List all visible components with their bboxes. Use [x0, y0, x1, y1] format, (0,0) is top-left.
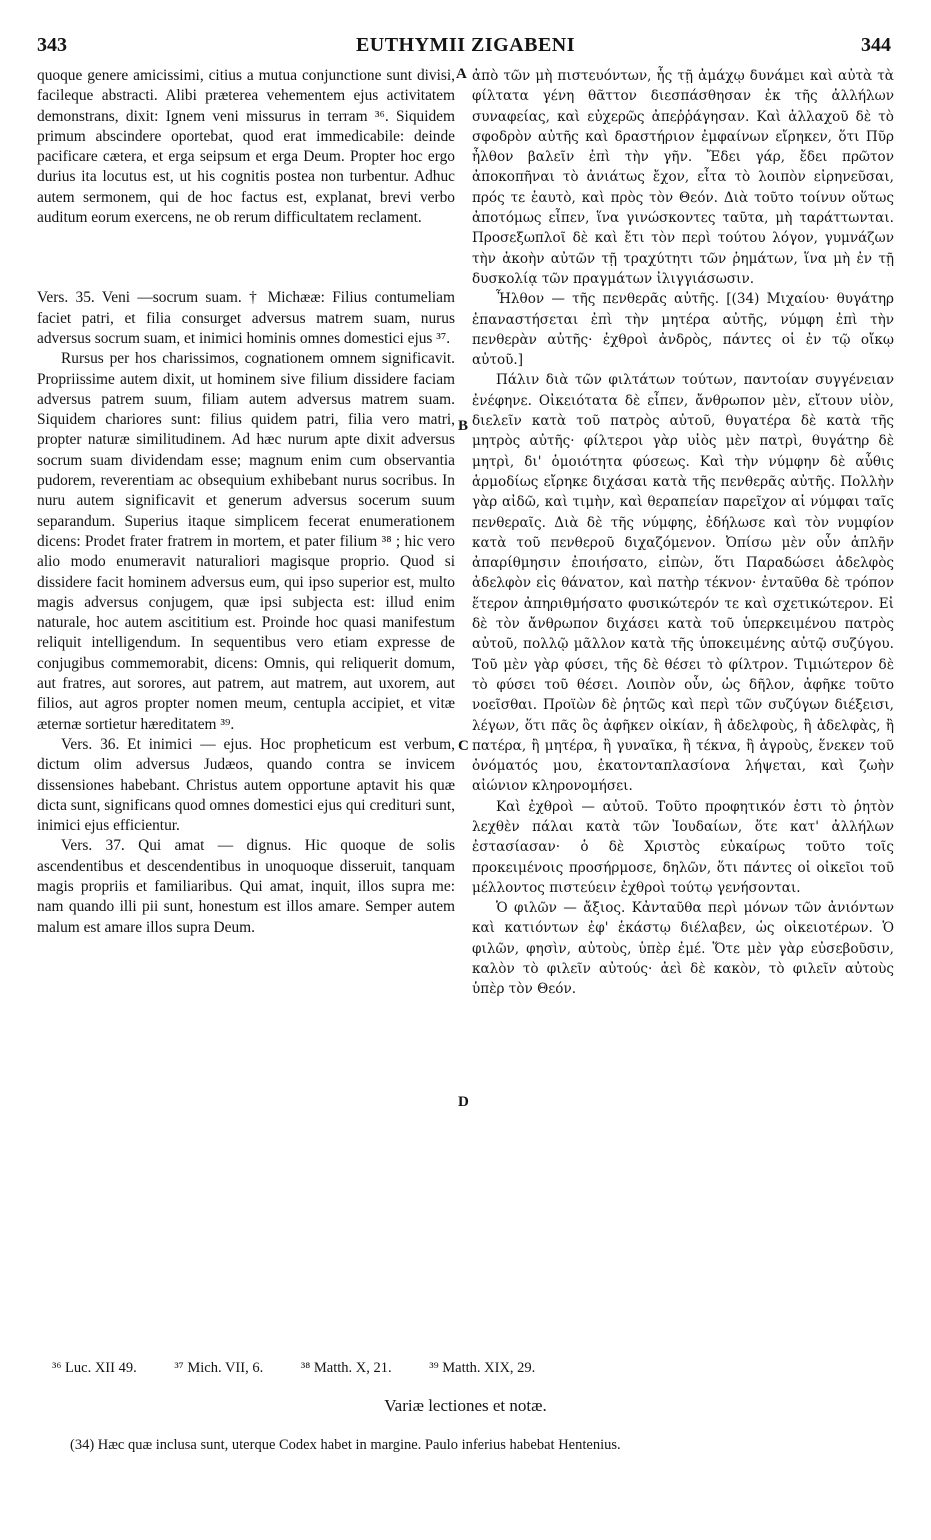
greek-column: [472, 66, 894, 1000]
greek-paragraph-4: Καὶ ἐχθροὶ — αὐτοῦ. Τοῦτο προφητικόν ἐστι τὸ ῥητὸν λεχθὲν πάλαι κατὰ τῶν Ἰουδαίων, ὅτε κατ' ἀλλήλων ἐστασίασαν· ὁ δὲ Χριστὸς εὐκαίρως τοῦτο τοῖς προκειμένοις προσήρμοσε, δηλῶν, ὅτι πάντες οἱ οἰκεῖοι τοῦ μέλλοντος πιστεύειν ἐχθροὶ τούτῳ γενήσονται.: [472, 798, 894, 896]
footnote-38: ³⁸ Matth. X, 21.: [300, 1360, 392, 1376]
latin-paragraph-vers37: Vers. 37. Qui amat — dignus. Hic quoque de solis ascendentibus et descendentibus in unoquoque disseruit, tanquam magis propriis et familiaribus. Qui amat, inquit, illos supra me: nam quando illi pii sunt, honestum est illos amare. Semper autem malum est amare illos supra Deum.: [37, 837, 455, 936]
left-page-number: 343: [37, 34, 67, 56]
greek-paragraph-2: Ἦλθον — τῆς πενθερᾶς αὐτῆς. [(34) Μιχαίου· θυγάτηρ ἐπαναστήσεται ἐπὶ τὴν μητέρα αὐτῆς, νύμφη ἐπὶ τὴν πενθερὰν αὐτῆς· ἐχθροὶ ἀνδρὸς, πάντες οἱ ἐν τῷ οἴκῳ αὐτοῦ.]: [472, 291, 894, 369]
footnote-37: ³⁷ Mich. VII, 6.: [174, 1360, 264, 1376]
margin-marker-b: B: [458, 418, 469, 434]
footnote-36: ³⁶ Luc. XII 49.: [52, 1360, 137, 1376]
running-header: [0, 34, 931, 60]
margin-marker-c: C: [458, 738, 469, 754]
margin-marker-d: D: [458, 1094, 469, 1110]
latin-paragraph-vers36: Vers. 36. Et inimici — ejus. Hoc propheticum est verbum, dictum olim adversus Judæos, quando contra se invicem dissensiones habebant. Christus autem opportune aptavit his quæ dicta sunt, significans quod omnes domestici ejus qui credituri sunt, inimici ejus efficientur.: [37, 735, 455, 835]
right-page-number: 344: [861, 34, 891, 56]
greek-paragraph-5: Ὁ φιλῶν — ἄξιος. Κἀνταῦθα περὶ μόνων τῶν ἀνιόντων καὶ κατιόντων ἐφ' ἑκάστῳ διέλαβεν, ὡς οἰκειοτέρων. Ὁ φιλῶν, φησὶν, αὐτοὺς, ὑπὲρ ἐμέ. Ὅτε μὲν γὰρ εὐσεβοῦσιν, καλὸν τὸ φιλεῖν αὐτούς· ἀεὶ δὲ κακὸν, τὸ φιλεῖν αὐτοὺς ὑπὲρ τὸν Θεόν.: [472, 900, 894, 998]
latin-paragraph-3: Rursus per hos charissimos, cognationem omnem significavit. Propriissime autem dixit, ut hominem sive filium dissidere faciam adversus patrem suum, filiam autem adversus matrem suam. Siquidem chariores sunt: filius quidem patri, filia vero matri, propter naturæ similitudinem. Ad hæc nurum apte dixit adversus socrum suam dividendam esse; magnum enim cum observantia pudorem, reverentiam ac obsequium exhibebant nurus socribus. In nuru autem significavit et generum adversus socerum suum separandum. Superius itaque simplicem fecerat enumerationem dicens: Prodet frater fratrem in mortem, et pater filium ³⁸ ; hic vero alio modo enumeravit naturaliori magisque proprio. Quod si dissidere facit hominem adversus eum, qui ipso superior est, multo magis adversus conjugem, quæ ipsi subjecta est: illud enim naturale, hoc autem ascititium est. Proinde hoc quasi manifestum reliquit intelligendum. In sequentibus vero etiam expresse de conjugibus commemorabit, dicens: Omnis, qui reliquerit domum, aut fratres, aut sorores, aut patrem, aut matrem, aut uxorem, aut filios, aut agros propter nomen meum, centupla accipiet, et vitæ æternæ sortietur hæreditatem ³⁹.: [37, 350, 455, 733]
scripture-footnotes: [52, 1360, 892, 1377]
footnote-39: ³⁹ Matth. XIX, 29.: [429, 1360, 536, 1376]
latin-column: [37, 66, 455, 938]
latin-paragraph-vers35: Vers. 35. Veni —socrum suam. † Michææ: Filius contumeliam faciet patri, et filia consurget adversus matrem suam, nurus adversus socrum suam, et inimici hominis omnes domestici ejus ³⁷.: [37, 289, 455, 347]
margin-marker-a: A: [456, 66, 467, 82]
note-34: (34) Hæc quæ inclusa sunt, uterque Codex habet in margine. Paulo inferius habebat Hentenius.: [70, 1437, 621, 1453]
greek-paragraph-3: Πάλιν διὰ τῶν φιλτάτων τούτων, παντοίαν συγγένειαν ἐνέφηνε. Οἰκειότατα δὲ εἶπεν, ἄνθρωπον μὲν, εἴτουν υἱὸν, διελεῖν κατὰ τοῦ πατρὸς αὐτοῦ, θυγατέρα δὲ κατὰ τῆς μητρὸς αὐτῆς· φίλτεροι γὰρ υἱὸς μὲν πατρὶ, θυγάτηρ δὲ μητρὶ, δι' ὁμοιότητα φύσεως. Καὶ τὴν νύμφην δὲ αὖθις ἁρμοδίως εἴρηκε διχάσαι κατὰ τῆς πενθερᾶς αὐτῆς. Πολλὴν γὰρ αἰδῶ, καὶ τιμὴν, καὶ θεραπείαν παρεῖχον αἱ νύμφαι ταῖς πενθεραῖς. Διὰ δὲ τῆς νύμφης, ἐδήλωσε καὶ τὸν νυμφίον κατὰ τοῦ πενθεροῦ διχαζόμενον. Ὀπίσω μὲν οὖν ἁπλῆν ἀπαρίθμησιν ἐποιήσατο, εἰπὼν, ὅτι Παραδώσει ἀδελφὸς ἀδελφὸν εἰς θάνατον, καὶ πατὴρ τέκνον· ἐνταῦθα δὲ τρόπον ἕτερον ἀπηριθμήσατο φυσικώτερόν τε καὶ σχετικώτερον. Εἰ δὲ τὸν ἄνθρωπον διχάσει κατὰ τοῦ ὑπερκειμένου πατρὸς αὐτοῦ, πολλῷ μᾶλλον κατὰ τῆς ὑποκειμένης αὐτῷ συζύγου. Τοῦ μὲν γὰρ φύσει, τῆς δὲ θέσει τὸ φίλτρον. Τιμιώτερον δὲ τὸ φύσει τοῦ θέσει. Λοιπὸν οὖν, ὡς δῆλον, ἀφῆκε τοῦτο νοεῖσθαι. Προϊὼν δὲ ῥητῶς καὶ περὶ τῶν συζύγων διέξεισι, λέγων, ὅτι πᾶς ὃς ἀφῆκεν οἰκίαν, ἢ ἀδελφοὺς, ἢ ἀδελφὰς, ἢ πατέρα, ἢ μητέρα, ἢ γυναῖκα, ἢ τέκνα, ἢ ἀγροὺς, ἕνεκεν τοῦ ὀνόματός μου, ἑκατονταπλασίονα λήψεται, καὶ ζωὴν αἰώνιον κληρονομήσει.: [472, 372, 894, 795]
greek-paragraph-1: ἀπὸ τῶν μὴ πιστευόντων, ἧς τῇ ἀμάχῳ δυνάμει καὶ αὐτὰ τὰ φίλτατα γένη θᾶττον διεσπάσθησαν ἐκ τῆς ἀλλήλων συναφείας, καὶ εὐχερῶς ἀπεῤῥάγησαν. Καὶ ἀλλαχοῦ δὲ τὸ σφοδρὸν αὐτῆς καὶ δραστήριον ἐμφαίνων εἴρηκεν, ὅτι Πῦρ ἦλθον βαλεῖν ἐπὶ τὴν γῆν. Ἔδει γάρ, ἔδει πρῶτον ἀποκοπῆναι τὸ ἀνιάτως ἔχον, εἶτα τὸ λοιπὸν εἰρηνεῦσαι, πρός τε ἑαυτὸ, καὶ πρὸς τὸν Θεόν. Διὰ τοῦτο τοίνυν οὕτως ἀποτόμως εἶπεν, ἵνα γινώσκοντες ταῦτα, μὴ ταράττωνται. Προσεξωπλοῖ δὲ καὶ ἔτι τὸν περὶ τούτου λόγον, γυμνάζων τὴν ἀκοὴν αὐτῶν τῇ τραχύτητι τῶν ῥημάτων, ἵνα μὴ ἐν τῇ δυσκολίᾳ τῶν πραγμάτων ἰλιγγιάσωσιν.: [472, 68, 894, 287]
latin-paragraph-1: quoque genere amicissimi, citius a mutua conjunctione sunt divisi, facileque abstracti. Alibi præterea vehementem ejus activitatem demonstrans, dixit: Ignem veni missurus in terram ³⁶. Siquidem primum abscindere oportebat, quod erat immedicabile: deinde pacificare cætera, et erga seipsum et erga Deum. Propter hoc ergo durius ita locutus est, ut his cognitis postea non turbentur. Adhuc autem sermonem, qui de hoc factus est, explanat, brevi verbo auditum eorum exercens, ne ob rerum difficultatem reclament.: [37, 67, 455, 227]
running-title: EUTHYMII ZIGABENI: [355, 34, 576, 56]
variae-lectiones-title: Variæ lectiones et notæ.: [384, 1396, 547, 1415]
